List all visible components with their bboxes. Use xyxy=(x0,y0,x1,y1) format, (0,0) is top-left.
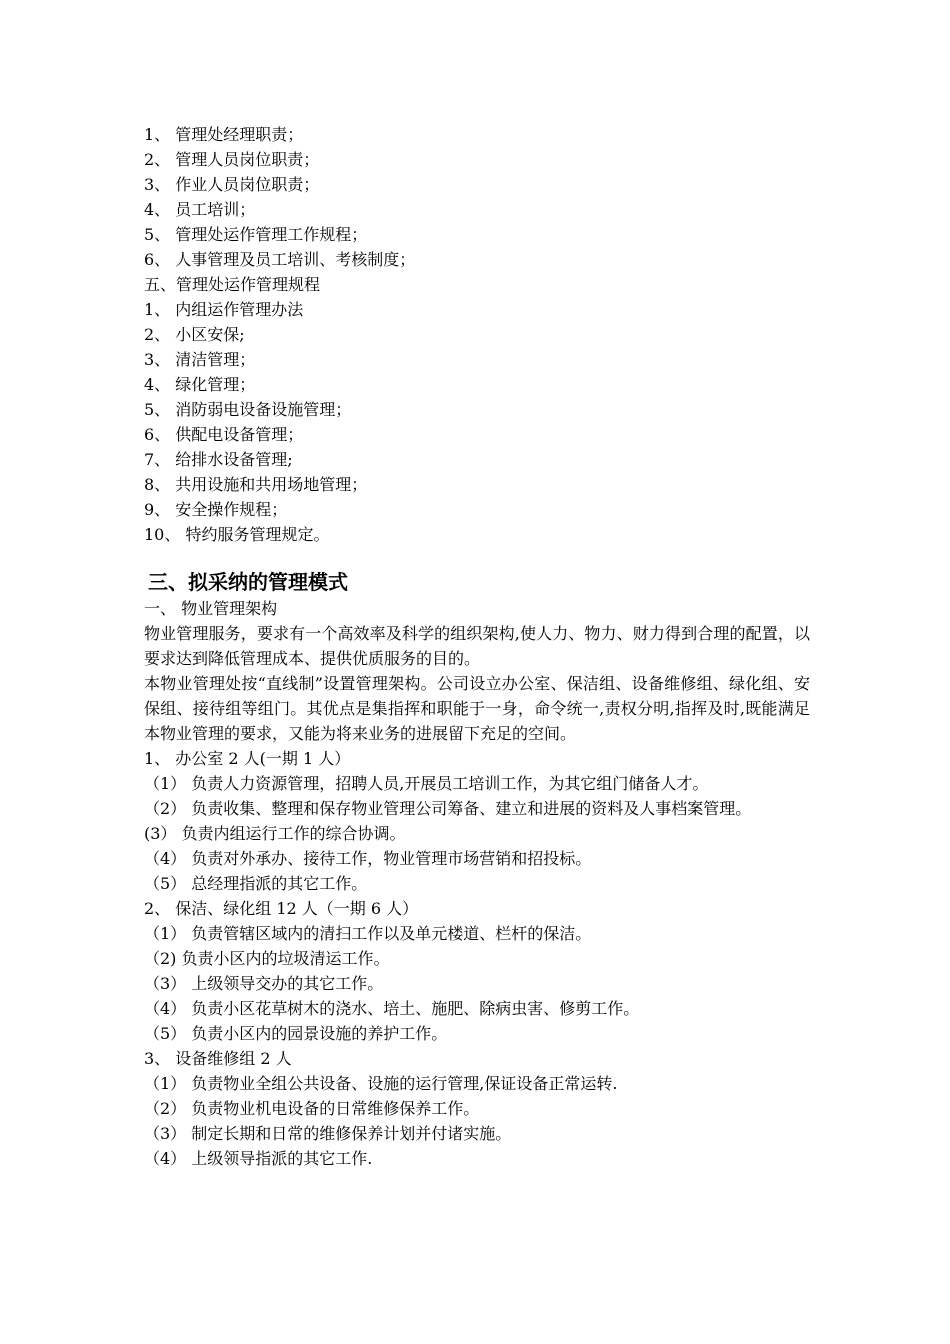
list-item: 4、 绿化管理； xyxy=(144,375,256,394)
paragraph: 本物业管理处按“直线制”设置管理架构。公司设立办公室、保洁组、设备维修组、绿化组、安保组、接待组等组门。其优点是集指挥和职能于一身，命令统一,责权分明,指挥及时,既能满足本物业管理的要求，又能为将来业务的进展留下充足的空间。 xyxy=(144,674,810,743)
cleaning-title: 2、 保洁、绿化组 12 人（一期 6 人） xyxy=(144,899,419,918)
list-item: 1、 管理处经理职责； xyxy=(144,125,304,144)
maintenance-item: （2） 负责物业机电设备的日常维修保养工作。 xyxy=(144,1099,480,1118)
list-item: 4、 员工培训； xyxy=(144,200,256,219)
maintenance-title: 3、 设备维修组 2 人 xyxy=(144,1049,292,1068)
list-item: 7、 给排水设备管理; xyxy=(144,450,293,469)
subsection-title: 一、 物业管理架构 xyxy=(144,599,278,618)
office-title: 1、 办公室 2 人(一期 1 人） xyxy=(144,749,351,768)
list-item: 3、 作业人员岗位职责； xyxy=(144,175,320,194)
office-item: （4） 负责对外承办、接待工作，物业管理市场营销和招投标。 xyxy=(144,849,592,868)
maintenance-item: （4） 上级领导指派的其它工作. xyxy=(144,1149,373,1168)
maintenance-item: （1） 负责物业全组公共设备、设施的运行管理,保证设备正常运转. xyxy=(144,1074,618,1093)
cleaning-item: （4） 负责小区花草树木的浇水、培土、施肥、除病虫害、修剪工作。 xyxy=(144,999,640,1018)
list-item: 9、 安全操作规程； xyxy=(144,500,288,519)
list-item: 2、 管理人员岗位职责； xyxy=(144,150,320,169)
maintenance-item: （3） 制定长期和日常的维修保养计划并付诸实施。 xyxy=(144,1124,512,1143)
cleaning-item: （3） 上级领导交办的其它工作。 xyxy=(144,974,384,993)
cleaning-item: （5） 负责小区内的园景设施的养护工作。 xyxy=(144,1024,448,1043)
office-item: （2） 负责收集、整理和保存物业管理公司筹备、建立和进展的资料及人事档案管理。 xyxy=(144,799,752,818)
list-item: 2、 小区安保; xyxy=(144,325,245,344)
list-item: 3、 清洁管理； xyxy=(144,350,256,369)
list-item: 10、 特约服务管理规定。 xyxy=(144,525,330,544)
cleaning-item: （2) 负责小区内的垃圾清运工作。 xyxy=(144,949,390,968)
list-item: 6、 人事管理及员工培训、考核制度； xyxy=(144,250,416,269)
list-item: 6、 供配电设备管理； xyxy=(144,425,304,444)
office-item: （1） 负责人力资源管理，招聘人员,开展员工培训工作，为其它组门储备人才。 xyxy=(144,774,709,793)
paragraph: 物业管理服务，要求有一个高效率及科学的组织架构,使人力、物力、财力得到合理的配置，以要求达到降低管理成本、提供优质服务的目的。 xyxy=(144,624,810,668)
list-item: 8、 共用设施和共用场地管理； xyxy=(144,475,368,494)
section-five-title: 五、管理处运作管理规程 xyxy=(144,275,321,294)
section-heading: 三、拟采纳的管理模式 xyxy=(148,570,348,594)
office-item: （5） 总经理指派的其它工作。 xyxy=(144,874,368,893)
list-item: 5、 消防弱电设备设施管理； xyxy=(144,400,352,419)
document-body xyxy=(144,122,810,1171)
office-item: (3） 负责内组运行工作的综合协调。 xyxy=(144,824,406,843)
list-item: 1、 内组运作管理办法 xyxy=(144,300,304,319)
cleaning-item: （1） 负责管辖区域内的清扫工作以及单元楼道、栏杆的保洁。 xyxy=(144,924,592,943)
list-item: 5、 管理处运作管理工作规程； xyxy=(144,225,368,244)
